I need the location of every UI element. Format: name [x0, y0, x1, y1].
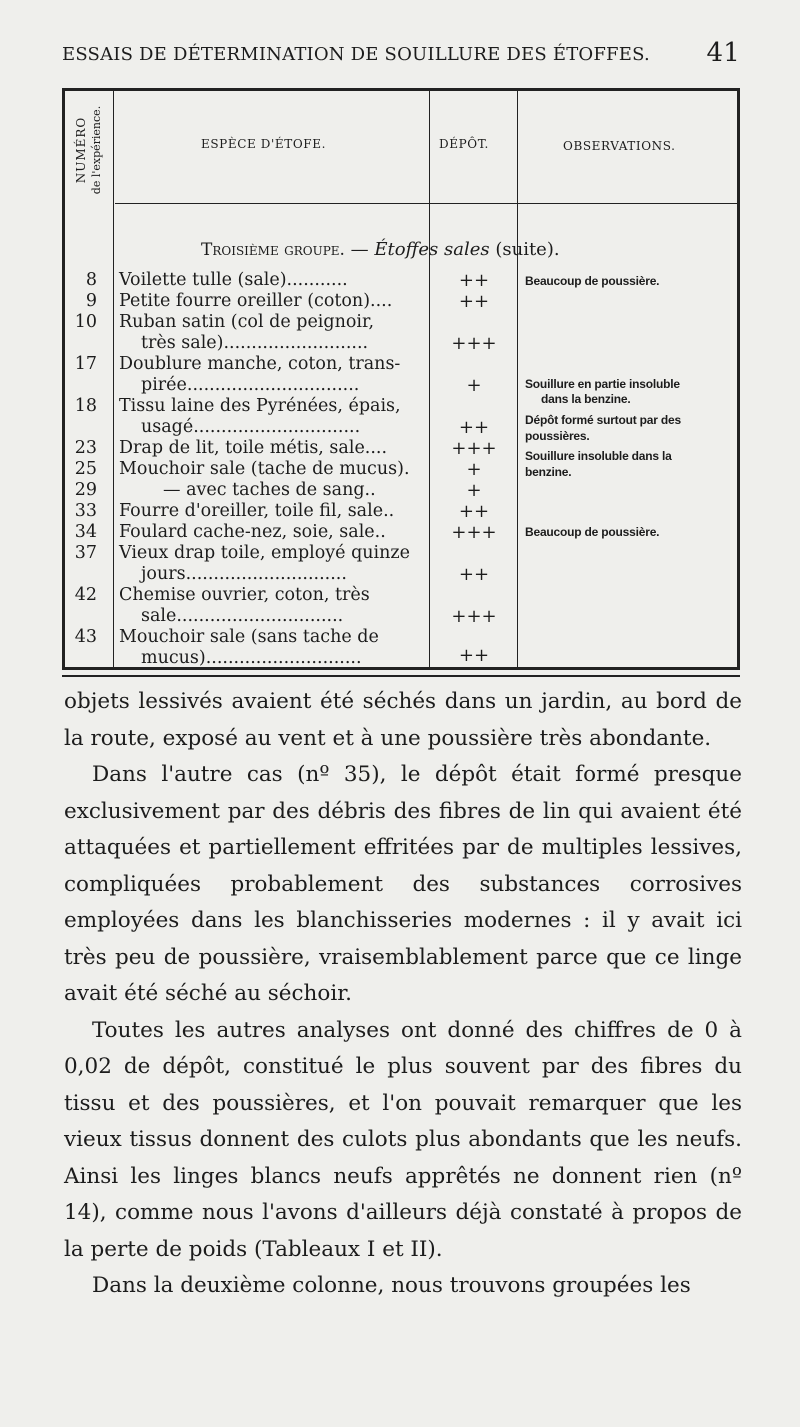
row-description: Mouchoir sale (sans tache de: [119, 627, 379, 647]
row-depot: +: [466, 480, 482, 501]
column-rule-numero: [113, 91, 114, 667]
paragraph: objets lessivés avaient été séchés dans un jardin, au bord de la route, exposé au vent et à une poussière très abondante.: [64, 689, 742, 751]
row-description: Petite fourre oreiller (coton)....: [119, 291, 393, 311]
running-title: ESSAIS DE DÉTERMINATION DE SOUILLURE DES ÉTOFFES.: [62, 44, 650, 65]
row-description-cont: sale..............................: [141, 606, 344, 626]
paragraph: Toutes les autres analyses ont donné des chiffres de 0 à 0,02 de dépôt, constitué le plus souvent par des fibres du tissu et des poussières, et l'on pouvait remarquer que les vieux tissus donnent des culots plus abondants que les neufs. Ainsi les linges blancs neufs apprêtés ne donnent rien (nº 14), comme nous l'avons d'ailleurs déjà constaté à propos de la perte de poids (Tableaux I et II).: [64, 1017, 742, 1262]
body-text: [64, 684, 742, 1305]
row-description-cont: mucus)............................: [141, 648, 362, 668]
row-description: Voilette tulle (sale)...........: [119, 270, 348, 290]
row-observation: Souillure en partie insoluble: [525, 377, 680, 391]
numero-column-header: [67, 95, 111, 205]
row-description: Foulard cache-nez, soie, sale..: [119, 522, 386, 542]
row-description-cont: pirée...............................: [141, 375, 360, 395]
column-rule-depot: [429, 91, 430, 667]
row-description: Doublure manche, coton, trans-: [119, 354, 401, 374]
row-depot: ++: [458, 645, 490, 666]
row-depot: +: [466, 375, 482, 396]
row-description: Fourre d'oreiller, toile fil, sale..: [119, 501, 395, 521]
row-number: 34: [74, 522, 97, 542]
row-description-cont: très sale)..........................: [141, 333, 369, 353]
group-dash: —: [350, 239, 369, 260]
group-name: Troisième groupe.: [201, 240, 345, 260]
row-observation: Dépôt formé surtout par des: [525, 413, 681, 427]
row-description-cont: jours.............................: [141, 564, 347, 584]
row-observation: Souillure insoluble dans la: [525, 449, 672, 463]
row-depot: ++: [458, 501, 490, 522]
row-number: 17: [74, 354, 97, 374]
row-number: 10: [74, 312, 97, 332]
observations-column-header: OBSERVATIONS.: [563, 139, 676, 153]
row-number: 29: [74, 480, 97, 500]
row-number: 42: [74, 585, 97, 605]
row-observation-cont: benzine.: [525, 465, 572, 479]
row-number: 33: [74, 501, 97, 521]
row-depot: ++: [458, 270, 490, 291]
row-number: 9: [85, 291, 97, 311]
espece-column-header: ESPÈCE D'ÉTOFE.: [201, 137, 326, 151]
numero-header-line2: de l'expérience.: [90, 105, 103, 195]
row-depot: +++: [451, 438, 497, 459]
row-number: 8: [85, 270, 97, 290]
row-observation: Beaucoup de poussière.: [525, 274, 660, 288]
column-rule-observations: [517, 91, 518, 667]
row-description: Ruban satin (col de peignoir,: [119, 312, 375, 332]
row-description: Chemise ouvrier, coton, très: [119, 585, 370, 605]
row-depot: ++: [458, 564, 490, 585]
row-description: Tissu laine des Pyrénées, épais,: [119, 396, 401, 416]
depot-column-header: DÉPÔT.: [439, 137, 489, 151]
numero-header-line1: NUMÉRO: [74, 116, 88, 184]
row-number: 25: [74, 459, 97, 479]
row-description-cont: usagé..............................: [141, 417, 361, 437]
paragraph: Dans l'autre cas (nº 35), le dépôt était formé presque exclusivement par des débris des fibres de lin qui avaient été attaquées et partiellement effritées par de multiples lessives, compliquées probablement des substances corrosives employées dans les blanchisseries modernes : il y avait ici très peu de poussière, vraisemblablement parce que ce linge avait été séché au séchoir.: [64, 762, 742, 1006]
group-suffix: (suite).: [495, 239, 560, 260]
row-description: Drap de lit, toile métis, sale....: [119, 438, 388, 458]
row-description: Mouchoir sale (tache de mucus).: [119, 459, 410, 479]
row-depot: +++: [451, 333, 497, 354]
row-description: — avec taches de sang..: [163, 480, 376, 500]
group-title: [201, 239, 560, 260]
row-observation-cont: poussières.: [525, 429, 590, 443]
row-number: 37: [74, 543, 97, 563]
row-depot: ++: [458, 417, 490, 438]
row-number: 43: [74, 627, 97, 647]
page-number: 41: [706, 38, 740, 68]
header-rule: [115, 203, 737, 204]
data-table: [62, 88, 740, 670]
row-depot: +: [466, 459, 482, 480]
row-observation-cont: dans la benzine.: [541, 392, 631, 406]
row-number: 23: [74, 438, 97, 458]
row-description: Vieux drap toile, employé quinze: [119, 543, 411, 563]
table-bottom-rule: [62, 675, 740, 677]
group-subtitle: Étoffes sales: [374, 239, 490, 260]
row-depot: ++: [458, 291, 490, 312]
row-observation: Beaucoup de poussière.: [525, 525, 660, 539]
row-depot: +++: [451, 606, 497, 627]
row-number: 18: [74, 396, 97, 416]
row-depot: +++: [451, 522, 497, 543]
paragraph: Dans la deuxième colonne, nous trouvons groupées les: [92, 1273, 691, 1298]
